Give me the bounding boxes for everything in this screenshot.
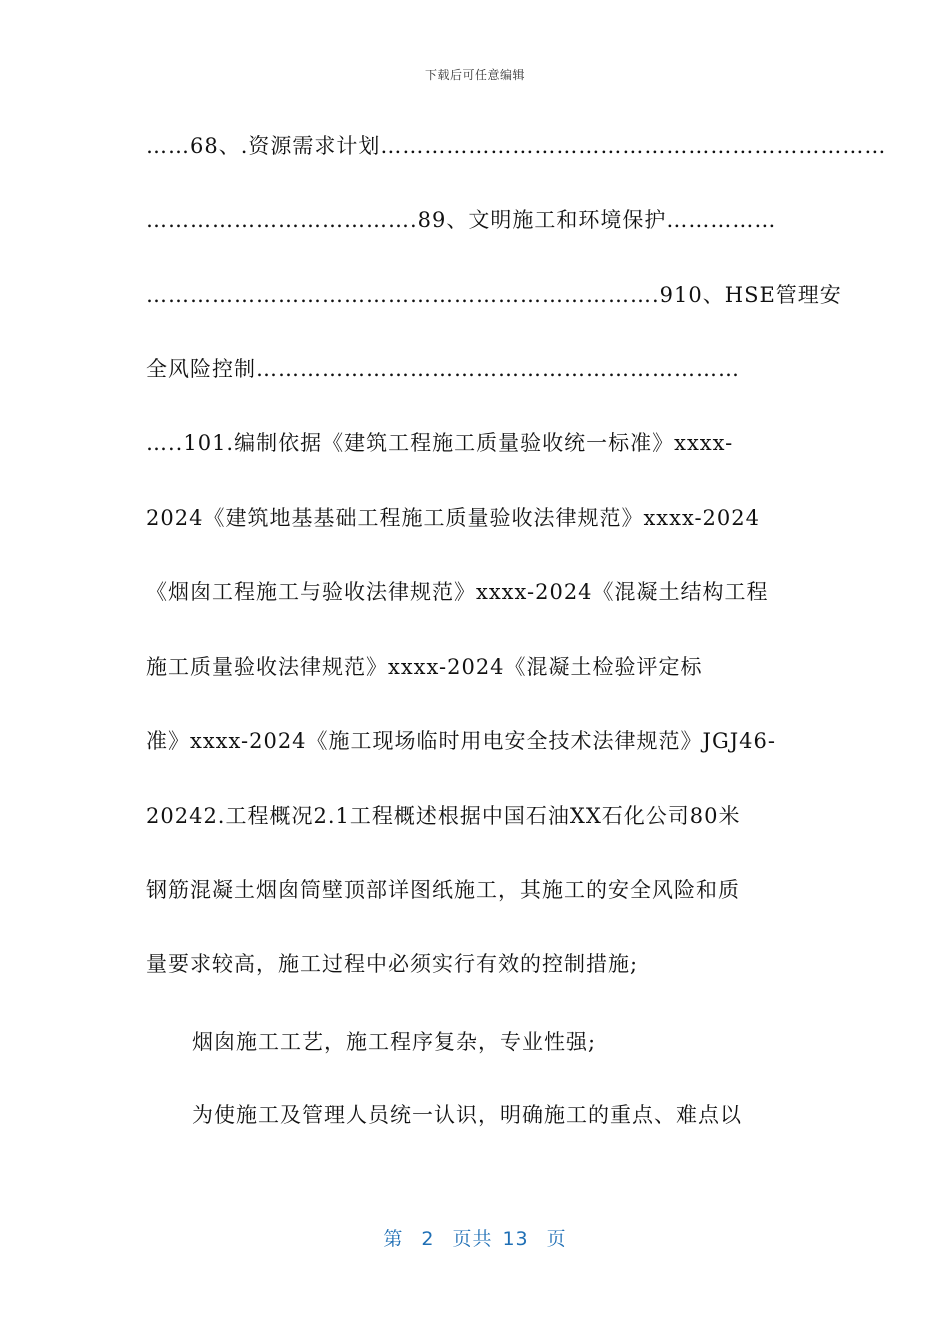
text-line: 准》xxxx-2024《施工现场临时用电安全技术法律规范》JGJ46- xyxy=(146,729,776,753)
text-line: ……………………………….89、文明施工和环境保护…………… xyxy=(146,208,777,232)
text-line: 20242.工程概况2.1工程概述根据中国石油XX石化公司80米 xyxy=(146,804,741,828)
text-line: 量要求较高，施工过程中必须实行有效的控制措施; xyxy=(146,952,639,976)
footer-prefix: 第 xyxy=(383,1228,404,1250)
text-line: ……68、.资源需求计划…………………………………………………………… xyxy=(146,134,887,158)
text-line: 施工质量验收法律规范》xxxx-2024《混凝土检验评定标 xyxy=(146,655,703,679)
text-line: …..101.编制依据《建筑工程施工质量验收统一标准》xxxx- xyxy=(146,431,734,455)
text-line: 《烟囱工程施工与验收法律规范》xxxx-2024《混凝土结构工程 xyxy=(146,580,769,604)
page-header: 下载后可任意编辑 xyxy=(424,68,525,82)
text-line-indented: 为使施工及管理人员统一认识，明确施工的重点、难点以 xyxy=(192,1103,742,1127)
text-line-indented: 烟囱施工工艺，施工程序复杂，专业性强; xyxy=(192,1030,597,1054)
text-line: …………………………………………………………….910、HSE管理安 xyxy=(146,283,842,307)
total-page-count: 13 xyxy=(502,1228,529,1250)
footer-suffix: 页 xyxy=(546,1228,567,1250)
footer-middle: 页共 xyxy=(452,1228,493,1250)
text-line: 2024《建筑地基基础工程施工质量验收法律规范》xxxx-2024 xyxy=(146,506,760,530)
text-line: 全风险控制………………………………………………………… xyxy=(146,357,740,381)
text-line: 钢筋混凝土烟囱筒壁顶部详图纸施工，其施工的安全风险和质 xyxy=(146,878,740,902)
current-page-number: 2 xyxy=(421,1228,435,1250)
page-footer xyxy=(0,1224,950,1251)
